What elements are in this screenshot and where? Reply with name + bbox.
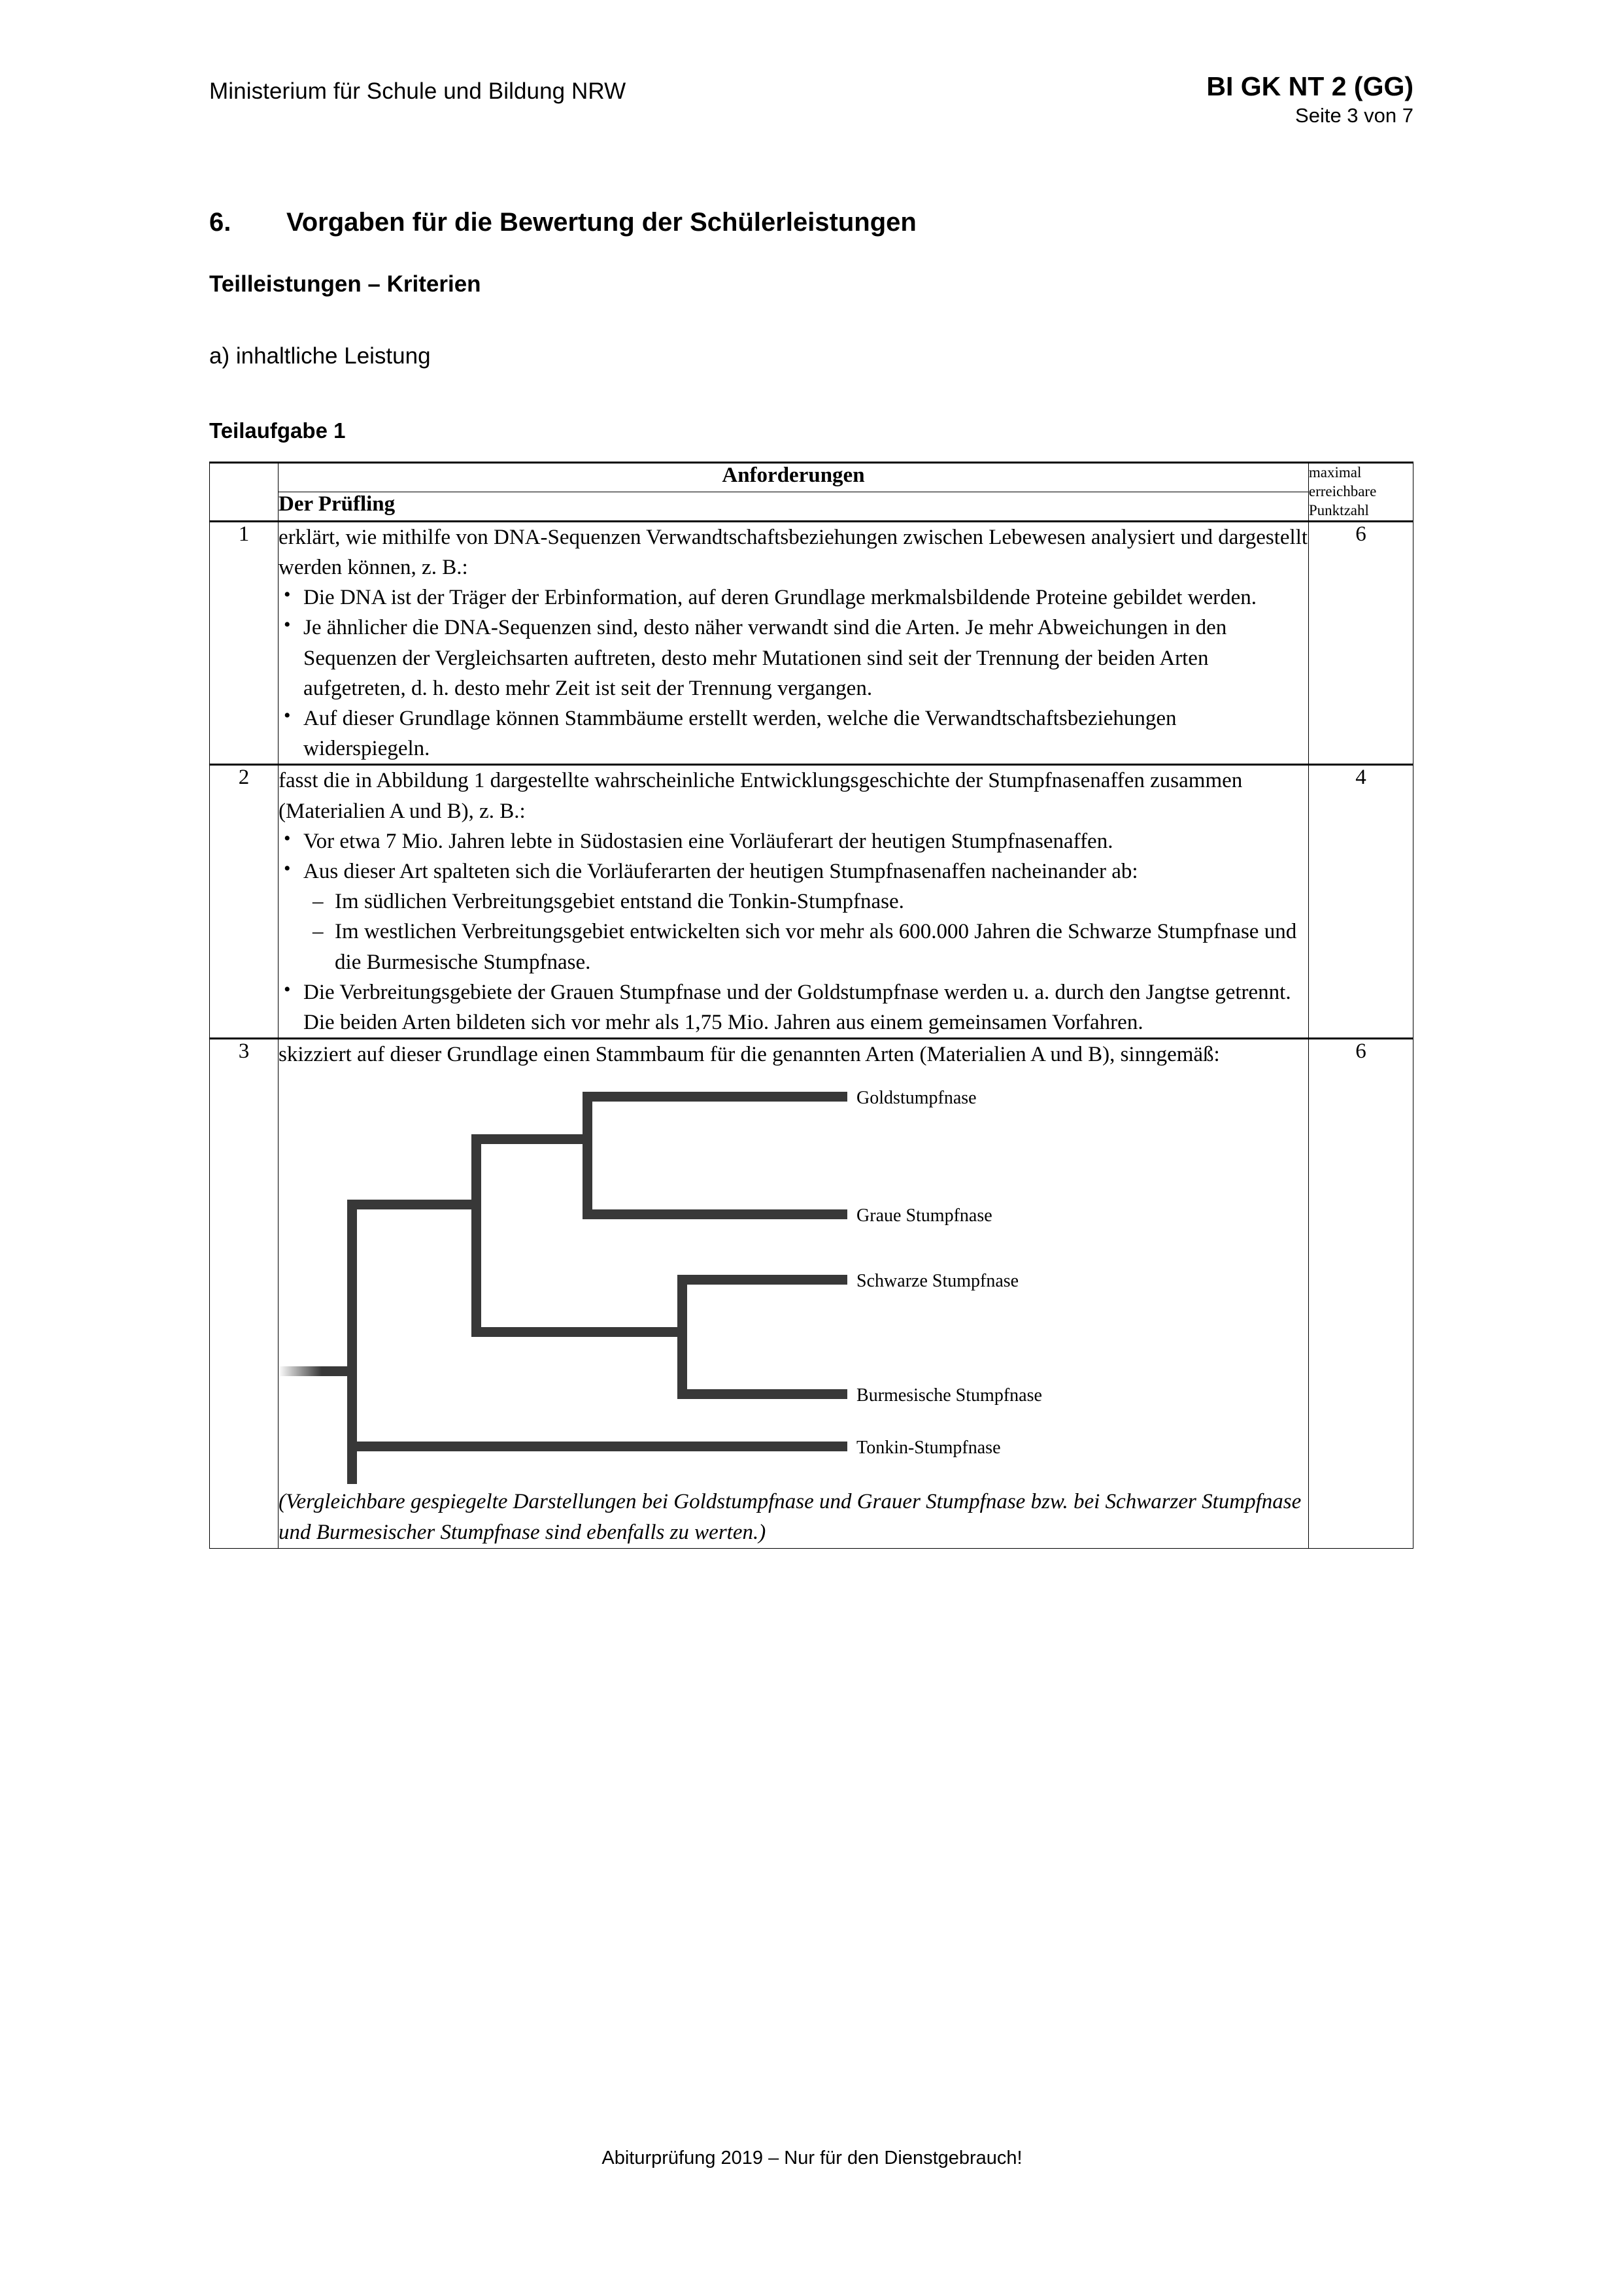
row-requirements — [279, 521, 1309, 765]
table-subheader-row — [210, 492, 1413, 521]
list-item — [279, 856, 1308, 977]
branch-schwarze-stumpfnase — [677, 1275, 847, 1285]
cladogram-leaf-label: Tonkin-Stumpfnase — [856, 1438, 1001, 1459]
section-title: Vorgaben für die Bewertung der Schülerleistungen — [286, 208, 917, 237]
nodeB-vertical — [583, 1092, 592, 1219]
exam-code: BI GK NT 2 (GG) — [1206, 71, 1413, 101]
row-points: 4 — [1308, 765, 1413, 1039]
list-item-label: Aus dieser Art spalteten sich die Vorläuferarten der heutigen Stumpfnasenaffen nacheinander ab: — [303, 859, 1138, 883]
row-requirements — [279, 765, 1309, 1039]
list-item: • Die Verbreitungsgebiete der Grauen Stumpfnase und der Goldstumpfnase werden u. a. durch den Jangtse getrennt. Die beiden Arten bildeten sich vor mehr als 1,75 Mio. Jahren aus einem gemeinsamen Vorfahren. — [279, 977, 1308, 1037]
exam-header-block — [1206, 72, 1413, 129]
cladogram-leaf-label: Schwarze Stumpfnase — [856, 1271, 1019, 1292]
row-sub-bullet-list — [303, 886, 1308, 977]
nodeB-connector — [471, 1134, 592, 1144]
branch-burmesische-stumpfnase — [677, 1389, 847, 1399]
nodeC-connector — [471, 1327, 687, 1337]
header-cell-points: maximal erreichbare Punktzahl — [1308, 463, 1413, 522]
task-heading: Teilaufgabe 1 — [209, 418, 346, 443]
header-cell-requirements: Anforderungen — [279, 463, 1309, 492]
row-points: 6 — [1308, 521, 1413, 765]
cladogram-leaf-label: Goldstumpfnase — [856, 1088, 977, 1109]
row-points: 6 — [1308, 1039, 1413, 1549]
nodeA-connector — [347, 1200, 481, 1209]
row-intro-text: skizziert auf dieser Grundlage einen Stammbaum für die genannten Arten (Materialien A und B), sinngemäß: — [279, 1043, 1220, 1067]
cladogram-note: (Vergleichbare gespiegelte Darstellungen bei Goldstumpfnase und Grauer Stumpfnase bzw. bei Schwarzer Stumpfnase und Burmesischer Stumpfnase sind ebenfalls zu werten.) — [279, 1490, 1302, 1545]
cladogram-branches — [279, 1092, 847, 1484]
sub-list-item: – Im westlichen Verbreitungsgebiet entwickelten sich vor mehr als 600.000 Jahren die Schwarze Stumpfnase und die Burmesische Stumpfnase. — [309, 917, 1308, 977]
row-number: 2 — [210, 765, 279, 1039]
page-header — [209, 72, 1413, 137]
branch-graue-stumpfnase — [583, 1209, 847, 1219]
section-heading — [209, 208, 1419, 237]
row-number: 3 — [210, 1039, 279, 1549]
page-number: Seite 3 von 7 — [1295, 103, 1413, 127]
table-header-row — [210, 463, 1413, 492]
nodeC-vertical — [677, 1275, 687, 1399]
list-item: • Je ähnlicher die DNA-Sequenzen sind, desto näher verwandt sind die Arten. Je mehr Abweichungen in den Sequenzen der Vergleichsarten auftreten, desto mehr Mutationen sind seit der Trennung der beiden Arten aufgetreten, d. h. desto mehr Zeit ist seit der Trennung vergangen. — [279, 613, 1308, 703]
row-intro-text: fasst die in Abbildung 1 dargestellte wahrscheinliche Entwicklungsgeschichte der Stumpfnasenaffen zusammen (Materialien A und B), z. B.: — [279, 769, 1243, 823]
criteria-subheading: Teilleistungen – Kriterien — [209, 271, 481, 297]
ministry-label: Ministerium für Schule und Bildung NRW — [209, 78, 626, 104]
section-number: 6. — [209, 208, 231, 237]
branch-goldstumpfnase — [583, 1092, 847, 1102]
table-row — [210, 765, 1413, 1039]
branch-tonkin-stumpfnase — [347, 1442, 847, 1451]
sub-list-item: – Im südlichen Verbreitungsgebiet entstand die Tonkin-Stumpfnase. — [309, 886, 1308, 917]
cladogram-leaf-label: Burmesische Stumpfnase — [856, 1385, 1042, 1406]
row-number: 1 — [210, 521, 279, 765]
cladogram-leaf-label: Graue Stumpfnase — [856, 1206, 992, 1226]
part-a-heading: a) inhaltliche Leistung — [209, 343, 431, 369]
root-vertical-upper — [347, 1200, 357, 1371]
row-requirements — [279, 1039, 1309, 1549]
header-cell-subject: Der Prüfling — [279, 492, 1309, 521]
nodeA-vertical — [471, 1134, 481, 1337]
criteria-table — [209, 462, 1413, 1549]
list-item: • Die DNA ist der Träger der Erbinformation, auf deren Grundlage merkmalsbildende Proteine gebildet werden. — [279, 582, 1308, 613]
table-row — [210, 1039, 1413, 1549]
list-item: • Vor etwa 7 Mio. Jahren lebte in Südostasien eine Vorläuferart der heutigen Stumpfnasenaffen. — [279, 826, 1308, 856]
row-intro-text: erklärt, wie mithilfe von DNA-Sequenzen Verwandtschaftsbeziehungen zwischen Lebewesen analysiert und dargestellt werden können, z. B.: — [279, 525, 1308, 580]
row-bullet-list — [279, 826, 1308, 1037]
table-row — [210, 521, 1413, 765]
root-vertical — [347, 1366, 357, 1484]
page-footer: Abiturprüfung 2019 – Nur für den Dienstgebrauch! — [601, 2148, 1023, 2168]
list-item: • Auf dieser Grundlage können Stammbäume erstellt werden, welche die Verwandtschaftsbeziehungen widerspiegeln. — [279, 703, 1308, 764]
cladogram-svg — [279, 1079, 1285, 1484]
row-bullet-list — [279, 582, 1308, 764]
root-stem — [279, 1366, 357, 1376]
cladogram-figure — [279, 1079, 1285, 1484]
header-cell-number — [210, 463, 279, 522]
